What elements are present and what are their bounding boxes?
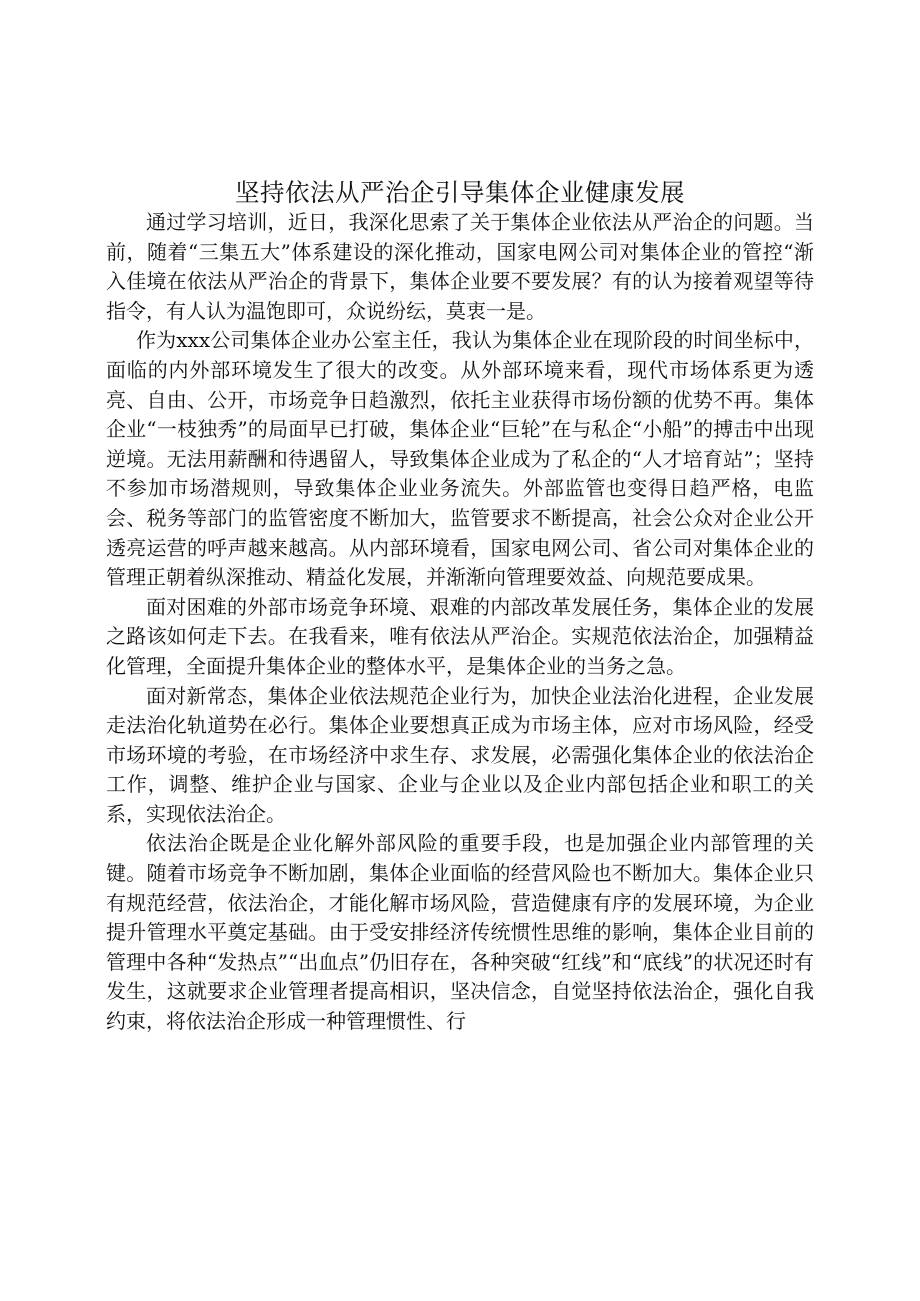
document-title: 坚持依法从严治企引导集体企业健康发展 bbox=[235, 178, 685, 207]
paragraph-3: 面对困难的外部市场竞争环境、艰难的内部改革发展任务，集体企业的发展之路该如何走下去。在我看来，唯有依法从严治企。实规范依法治企，加强精益化管理，全面提升集体企业的整体水平，是集体企业的当务之急。 bbox=[106, 594, 814, 678]
paragraph-2: 作为xxx公司集体企业办公室主任，我认为集体企业在现阶段的时间坐标中，面临的内外部环境发生了很大的改变。从外部环境来看，现代市场体系更为透亮、自由、公开，市场竞争日趋激烈，依托主业获得市场份额的优势不再。集体企业“一枝独秀”的局面早已打破，集体企业“巨轮”在与私企“小船”的搏击中出现逆境。无法用薪酬和待遇留人，导致集体企业成为了私企的“人才培育站”；坚持不参加市场潜规则，导致集体企业业务流失。外部监管也变得日趋严格，电监会、税务等部门的监管密度不断加大，监管要求不断提高，社会公众对企业公开透亮运营的呼声越来越高。从内部环境看，国家电网公司、省公司对集体企业的管理正朝着纵深推动、精益化发展，并渐渐向管理要效益、向规范要成果。 bbox=[106, 328, 814, 590]
paragraph-4: 面对新常态，集体企业依法规范企业行为，加快企业法治化进程，企业发展走法治化轨道势在必行。集体企业要想真正成为市场主体，应对市场风险，经受市场环境的考验，在市场经济中求生存、求发展，必需强化集体企业的依法治企工作，调整、维护企业与国家、企业与企业以及企业内部包括企业和职工的关系，实现依法治企。 bbox=[106, 683, 814, 826]
paragraph-5: 依法治企既是企业化解外部风险的重要手段，也是加强企业内部管理的关键。随着市场竞争不断加剧，集体企业面临的经营风险也不断加大。集体企业只有规范经营，依法治企，才能化解市场风险，营造健康有序的发展环境，为企业提升管理水平奠定基础。由于受安排经济传统惯性思维的影响，集体企业目前的管理中各种“发热点”“出血点”仍旧存在，各种突破“红线”和“底线”的状况还时有发生，这就要求企业管理者提高相识，坚决信念，自觉坚持依法治企，强化自我约束，将依法治企形成一种管理惯性、行 bbox=[106, 831, 814, 1034]
paragraph-1: 通过学习培训，近日，我深化思索了关于集体企业依法从严治企的问题。当前，随着“三集五大”体系建设的深化推动，国家电网公司对集体企业的管控“渐入佳境在依法从严治企的背景下，集体企业要不要发展？有的认为接着观望等待指令，有人认为温饱即可，众说纷纭，莫衷一是。 bbox=[106, 210, 814, 323]
document-body bbox=[106, 208, 814, 1037]
